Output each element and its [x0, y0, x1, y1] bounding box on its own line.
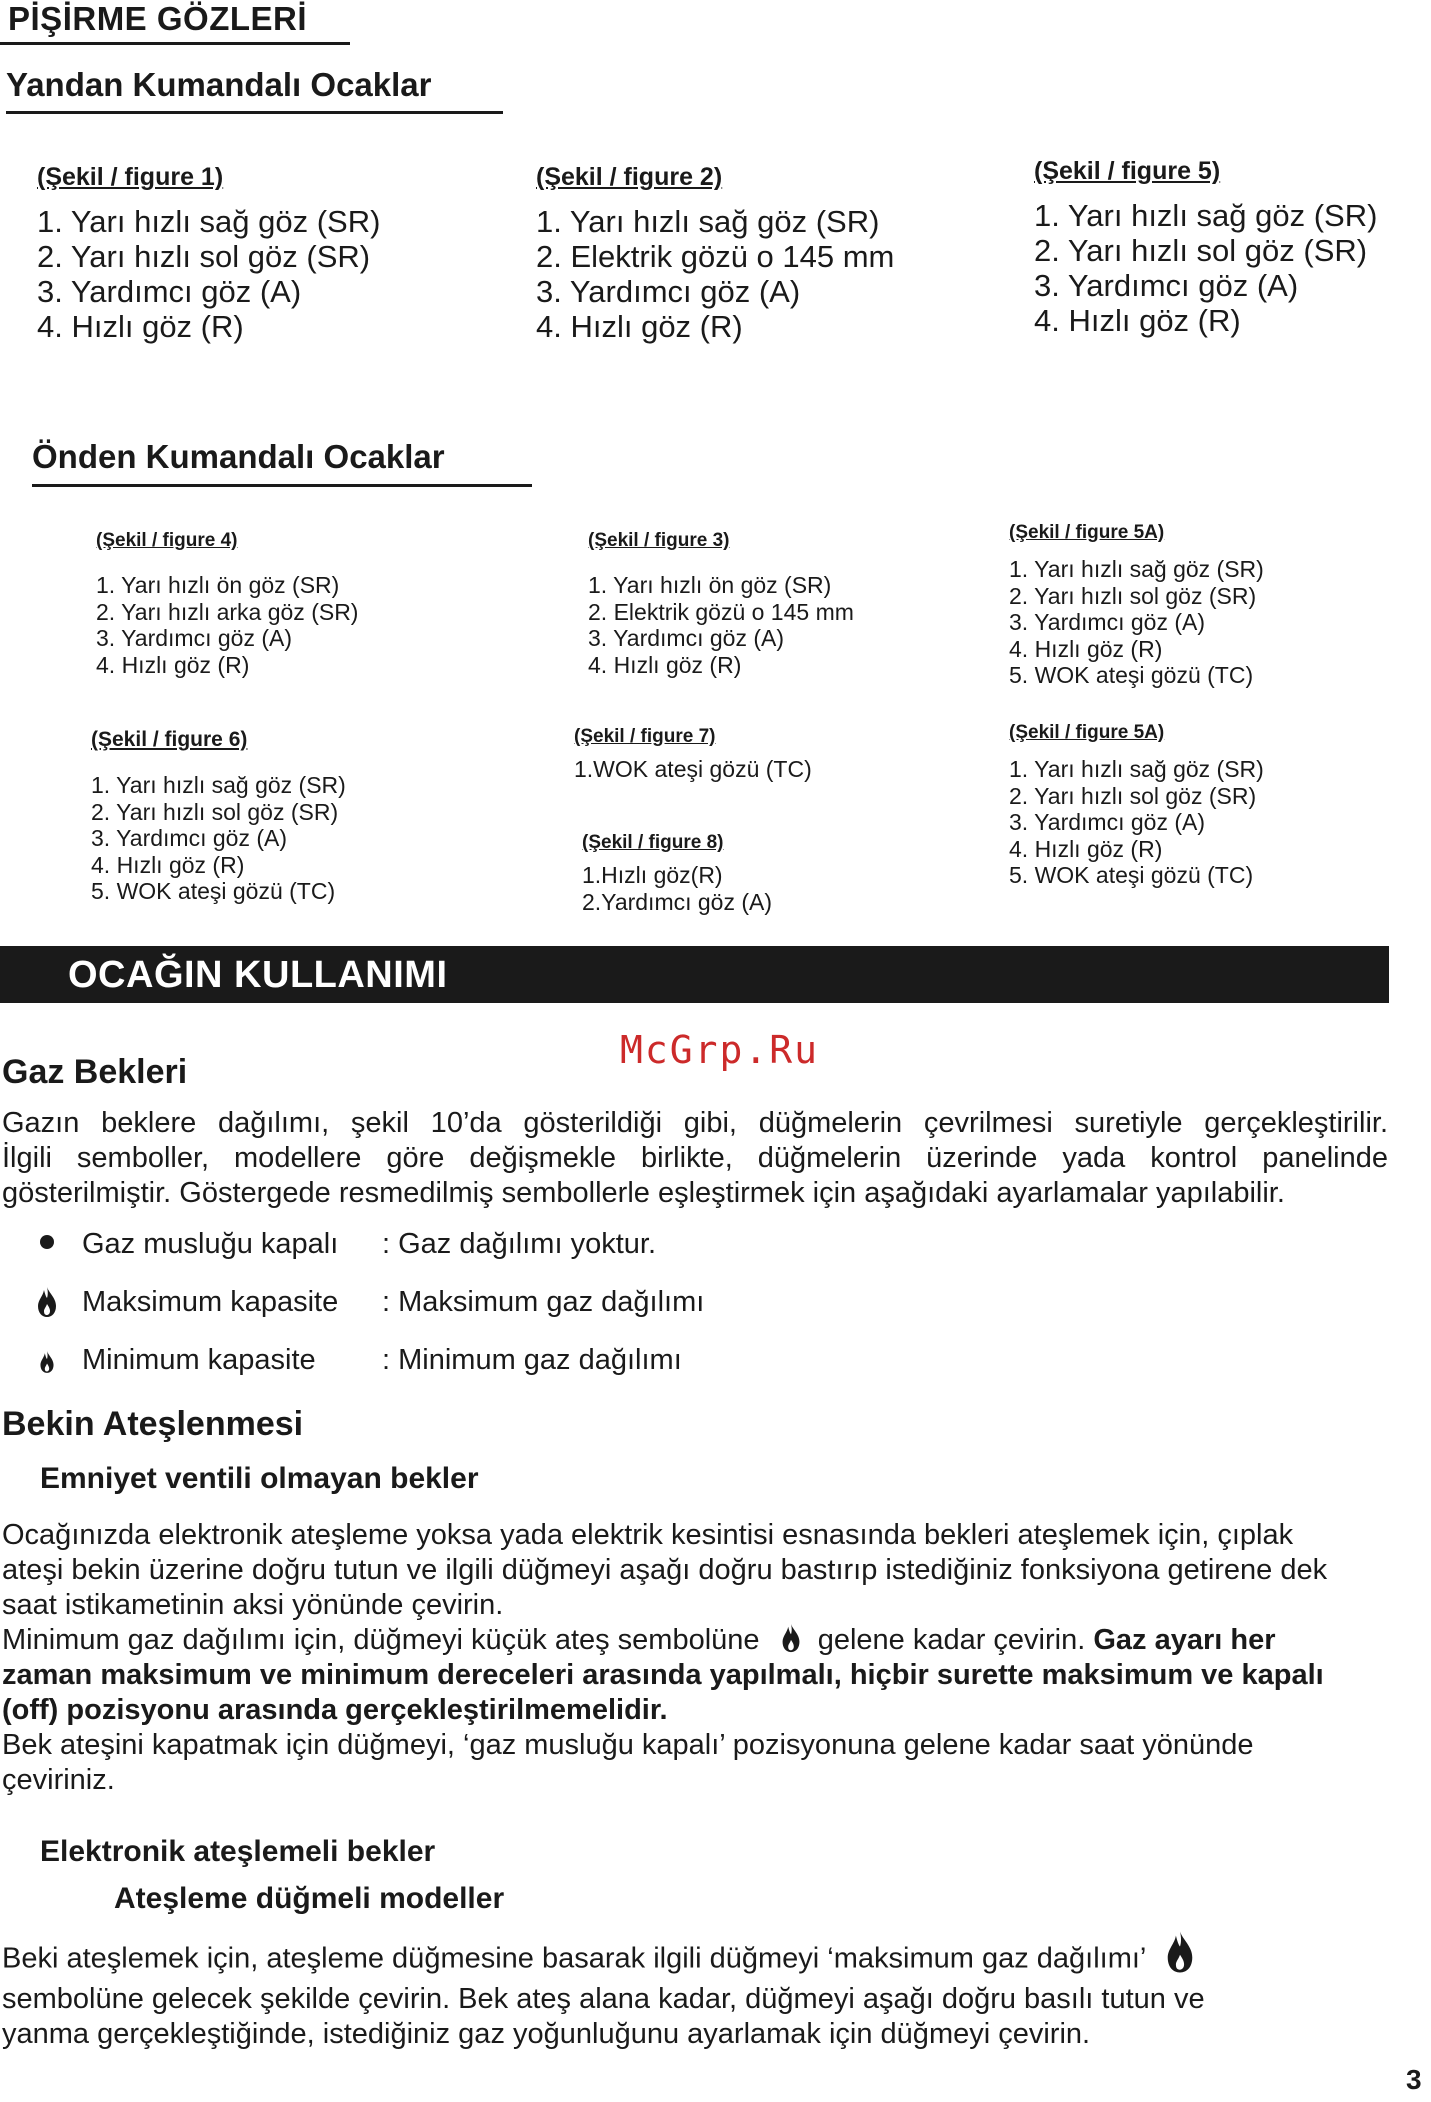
page-number: 3 — [1406, 2064, 1422, 2095]
text-line: Beki ateşlemek için, ateşleme düğmesine basarak ilgili düğmeyi ‘maksimum gaz dağılımı’ — [2, 1942, 1146, 1975]
list-item: 3. Yardımcı göz (A) — [588, 625, 784, 651]
figure-5a-second-block — [1009, 722, 1264, 889]
list-item: 2. Yarı hızlı arka göz (SR) — [96, 598, 359, 625]
list-item: 1.WOK ateşi gözü (TC) — [574, 756, 812, 782]
ignition-paragraph — [2, 1518, 1388, 1798]
symbol-row-off — [36, 1228, 936, 1268]
list-item: 2. Elektrik gözü o 145 mm — [536, 239, 895, 274]
text-line: çeviriniz. — [2, 1764, 115, 1796]
watermark: McGrp.Ru — [620, 1028, 820, 1072]
figure-label: (Şekil / figure 2) — [536, 163, 723, 191]
figure-8-block — [582, 832, 772, 915]
page-title: PİŞİRME GÖZLERİ — [8, 0, 308, 37]
list-item: 5. WOK ateşi gözü (TC) — [1009, 862, 1254, 888]
text-line: gösterilmiştir. Göstergede resmedilmiş sembollerle eşleştirmek için aşağıdaki ayarlamalar yapılabilir. — [2, 1177, 1285, 1209]
list-item: 3. Yardımcı göz (A) — [1009, 609, 1205, 635]
text-line: İlgili semboller, modellere göre değişmekle birlikte, düğmelerin üzerinde yada kontrol panelinde — [2, 1142, 1388, 1174]
text-line: sembolüne gelecek şekilde çevirin. Bek ateş alana kadar, düğmeyi aşağı doğru basılı tutun ve — [2, 1983, 1205, 2015]
list-item: 3. Yardımcı göz (A) — [1034, 268, 1299, 303]
electronic-ignition-title: Elektronik ateşlemeli bekler — [40, 1835, 436, 1868]
small-flame-icon — [780, 1623, 802, 1653]
list-item: 4. Hızlı göz (R) — [37, 309, 244, 344]
list-item: 2. Yarı hızlı sol göz (SR) — [91, 798, 339, 825]
text-line: Ocağınızda elektronik ateşleme yoksa yada elektrik kesintisi esnasında bekleri ateşlemek için, çıplak — [2, 1519, 1294, 1551]
text-line: yanma gerçekleştiğinde, istediğiniz gaz yoğunluğunu ayarlamak için düğmeyi çevirin. — [2, 2018, 1091, 2050]
list-item: 1. Yarı hızlı sağ göz (SR) — [91, 772, 346, 798]
ignition-title: Bekin Ateşlenmesi — [2, 1405, 304, 1443]
figure-5-block — [1034, 157, 1377, 338]
figure-label: (Şekil / figure 3) — [588, 530, 730, 551]
burner-list — [1034, 198, 1377, 338]
figure-label: (Şekil / figure 5) — [1034, 157, 1221, 185]
list-item: 4. Hızlı göz (R) — [588, 651, 742, 678]
min-gas-text: Minimum gaz dağılımı için, düğmeyi küçük ateş sembolüne — [2, 1624, 760, 1656]
text-line: Gazın beklere dağılımı, şekil 10’da gösterildiği gibi, düğmelerin çevrilmesi suretiyle gerçekleştirilir. — [2, 1107, 1388, 1139]
symbol-label: Minimum kapasite — [82, 1344, 316, 1376]
min-gas-line — [2, 1623, 1388, 1658]
large-flame-icon — [1165, 1930, 1195, 1974]
large-flame-icon — [36, 1286, 58, 1318]
list-item: 1. Yarı hızlı sağ göz (SR) — [1009, 556, 1264, 582]
list-item: 5. WOK ateşi gözü (TC) — [91, 878, 336, 904]
burner-list — [96, 572, 358, 678]
list-item: 4. Hızlı göz (R) — [1009, 635, 1163, 662]
list-item: 3. Yardımcı göz (A) — [96, 625, 292, 651]
figure-label: (Şekil / figure 8) — [582, 832, 724, 853]
front-control-title: Önden Kumandalı Ocaklar — [32, 438, 445, 475]
burner-list — [91, 772, 346, 905]
list-item: 1. Yarı hızlı sağ göz (SR) — [536, 204, 880, 239]
figure-6-block — [91, 728, 346, 905]
list-item: 4. Hızlı göz (R) — [1009, 835, 1163, 862]
title-underline — [0, 42, 350, 45]
list-item: 4. Hızlı göz (R) — [91, 851, 245, 878]
symbol-desc: : Minimum gaz dağılımı — [382, 1344, 682, 1376]
figure-4-block — [96, 530, 358, 678]
figure-5a-block — [1009, 522, 1264, 689]
list-item: 2. Yarı hızlı sol göz (SR) — [1034, 233, 1368, 268]
list-item: 2. Yarı hızlı sol göz (SR) — [1009, 582, 1257, 609]
list-item: 3. Yardımcı göz (A) — [1009, 809, 1205, 835]
small-flame-icon — [39, 1350, 55, 1374]
dot-icon — [40, 1235, 54, 1249]
list-item: 4. Hızlı göz (R) — [536, 309, 743, 344]
list-item: 4. Hızlı göz (R) — [1034, 303, 1241, 338]
list-item: 1.Hızlı göz(R) — [582, 862, 723, 888]
figure-label: (Şekil / figure 5A) — [1009, 522, 1165, 543]
list-item: 1. Yarı hızlı sağ göz (SR) — [1009, 756, 1264, 782]
burner-list — [588, 572, 854, 678]
usage-banner-title: OCAĞIN KULLANIMI — [68, 954, 448, 996]
list-item: 4. Hızlı göz (R) — [96, 651, 250, 678]
symbol-desc: : Maksimum gaz dağılımı — [382, 1286, 705, 1318]
list-item: 2. Yarı hızlı sol göz (SR) — [37, 239, 371, 274]
front-control-underline — [32, 484, 532, 487]
figure-label: (Şekil / figure 6) — [91, 728, 248, 751]
symbol-label: Gaz musluğu kapalı — [82, 1228, 339, 1260]
burner-list — [574, 756, 812, 783]
side-control-title: Yandan Kumandalı Ocaklar — [6, 66, 432, 103]
figure-1-block — [37, 163, 380, 344]
figure-3-block — [588, 530, 854, 678]
list-item: 3. Yardımcı göz (A) — [91, 825, 287, 851]
electronic-paragraph — [2, 1938, 1388, 2052]
gas-burners-intro — [2, 1106, 1388, 1211]
figure-label: (Şekil / figure 1) — [37, 163, 224, 191]
list-item: 1. Yarı hızlı sağ göz (SR) — [37, 204, 381, 239]
burner-list — [37, 204, 380, 344]
burner-list — [582, 862, 772, 915]
list-item: 3. Yardımcı göz (A) — [536, 274, 801, 309]
symbol-row-min — [36, 1344, 936, 1384]
text-line: ateşi bekin üzerine doğru tutun ve ilgili düğmeyi aşağı doğru bastırıp istediğiniz fonksiyona getirene dek — [2, 1554, 1328, 1586]
warning-text: Gaz ayarı her — [1093, 1624, 1276, 1656]
list-item: 5. WOK ateşi gözü (TC) — [1009, 662, 1254, 688]
gas-burners-title: Gaz Bekleri — [2, 1053, 188, 1091]
no-safety-title: Emniyet ventili olmayan bekler — [40, 1462, 479, 1495]
burner-list — [1009, 756, 1264, 889]
symbol-label: Maksimum kapasite — [82, 1286, 339, 1318]
text-line: saat istikametinin aksi yönünde çevirin. — [2, 1589, 504, 1621]
list-item: 2. Yarı hızlı sol göz (SR) — [1009, 782, 1257, 809]
button-models-title: Ateşleme düğmeli modeller — [114, 1882, 505, 1915]
symbol-row-max — [36, 1286, 936, 1326]
symbol-desc: : Gaz dağılımı yoktur. — [382, 1228, 656, 1260]
min-gas-text-end: gelene kadar çevirin. — [817, 1624, 1086, 1656]
figure-label: (Şekil / figure 4) — [96, 530, 238, 551]
figure-2-block — [536, 163, 894, 344]
list-item: 2.Yardımcı göz (A) — [582, 888, 773, 915]
warning-line: zaman maksimum ve minimum dereceleri arasında yapılmalı, hiçbir surette maksimum ve kapalı — [2, 1659, 1324, 1691]
figure-label: (Şekil / figure 5A) — [1009, 722, 1165, 743]
figure-7-block — [574, 726, 812, 783]
usage-banner — [0, 946, 1389, 1003]
burner-list — [536, 204, 894, 344]
side-control-underline — [6, 111, 503, 114]
electronic-line-with-icon — [2, 1938, 1388, 1982]
text-line: Bek ateşini kapatmak için düğmeyi, ‘gaz musluğu kapalı’ pozisyonuna gelene kadar saat yönünde — [2, 1729, 1254, 1761]
burner-list — [1009, 556, 1264, 689]
warning-line: (off) pozisyonu arasında gerçekleştirilmemelidir. — [2, 1694, 668, 1726]
list-item: 1. Yarı hızlı sağ göz (SR) — [1034, 198, 1378, 233]
list-item: 1. Yarı hızlı ön göz (SR) — [96, 572, 340, 598]
figure-label: (Şekil / figure 7) — [574, 726, 716, 747]
list-item: 3. Yardımcı göz (A) — [37, 274, 302, 309]
list-item: 1. Yarı hızlı ön göz (SR) — [588, 572, 832, 598]
list-item: 2. Elektrik gözü o 145 mm — [588, 598, 854, 625]
